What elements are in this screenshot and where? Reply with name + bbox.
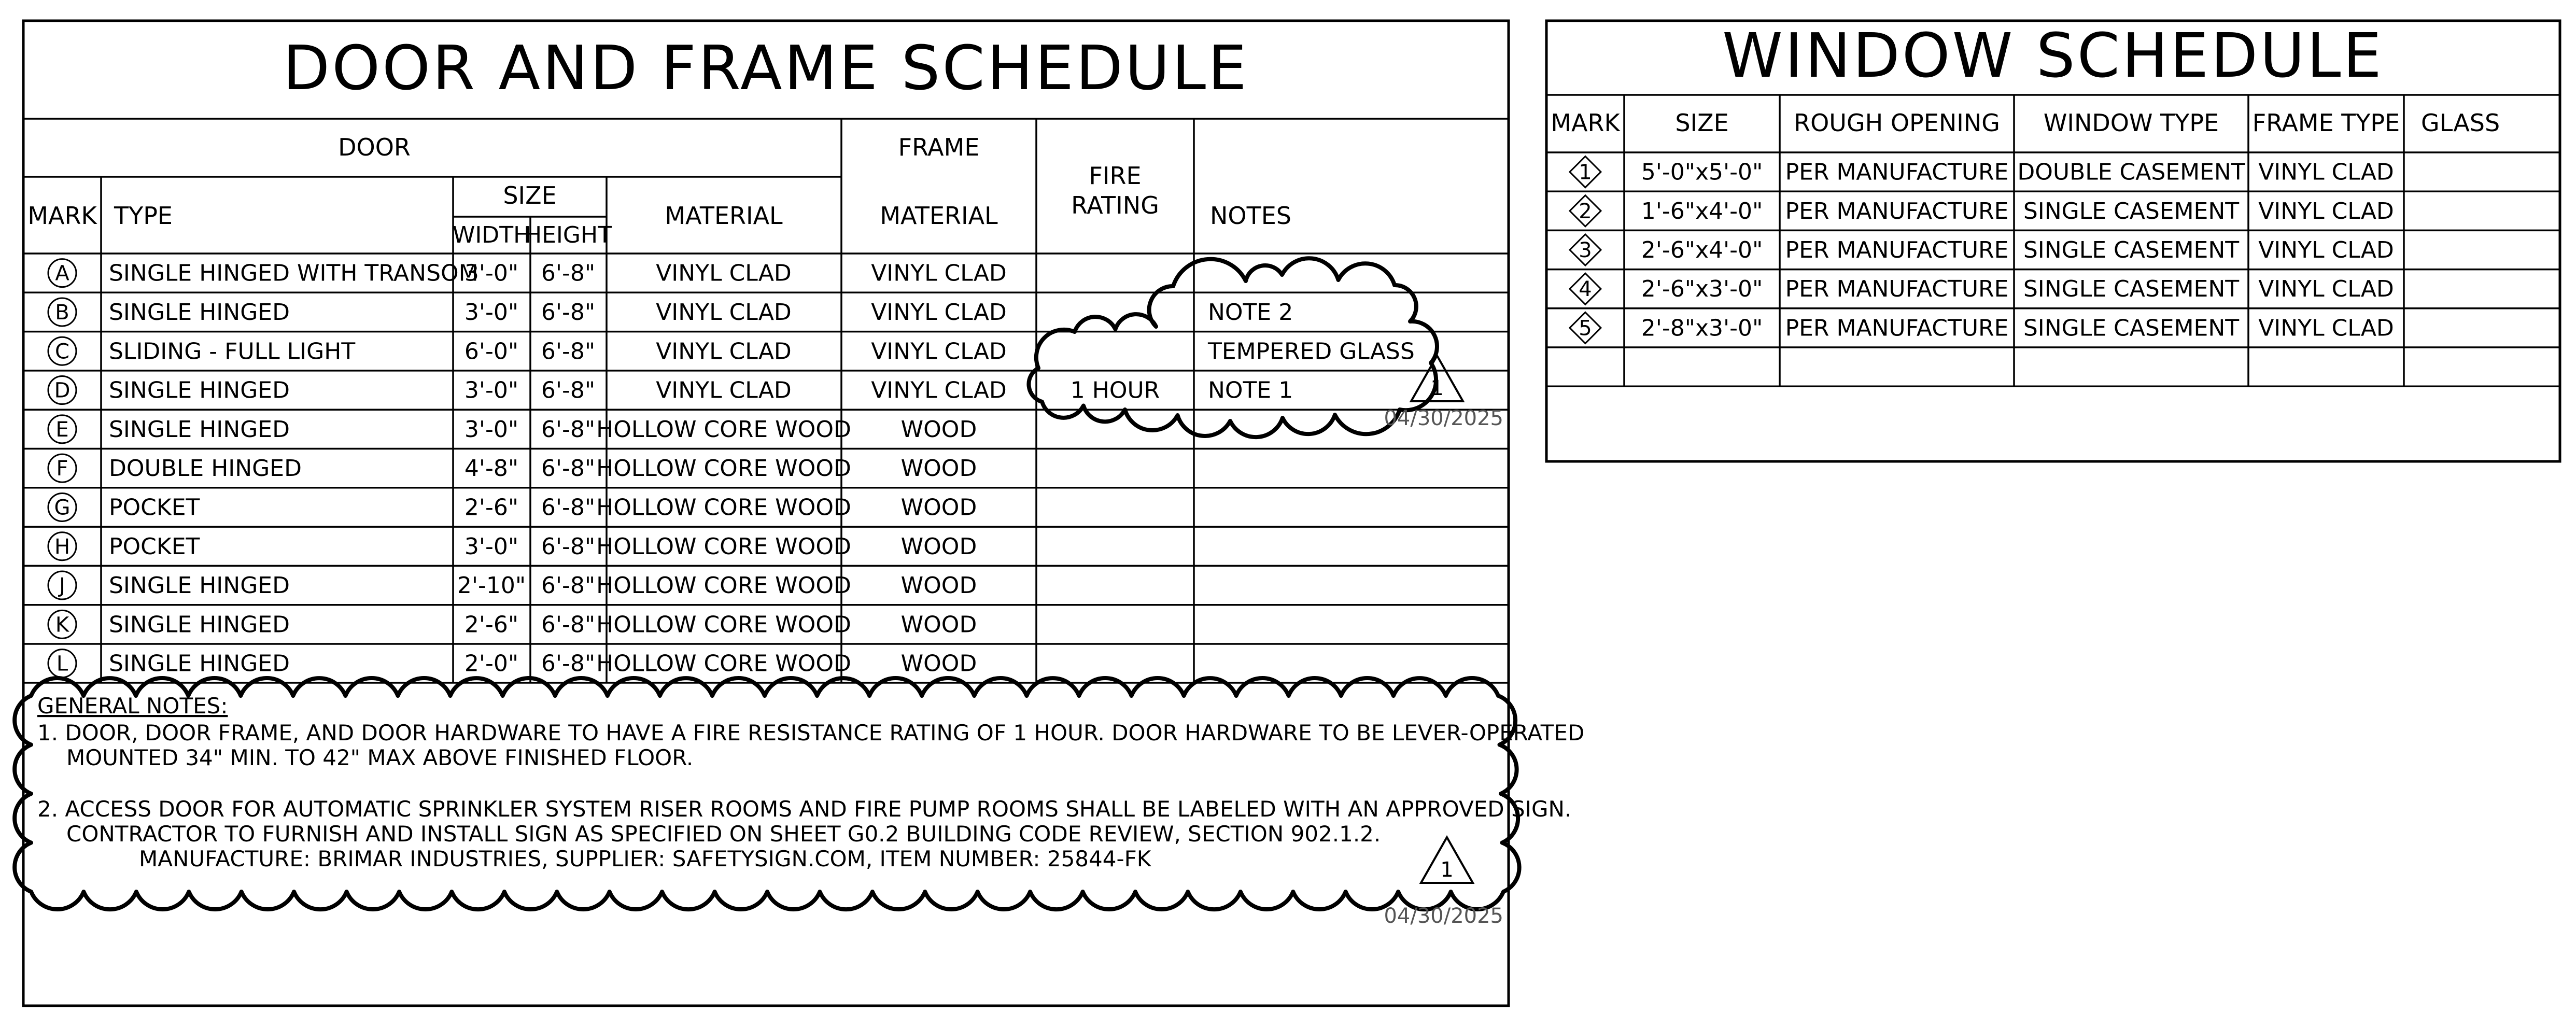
frame-material: VINYL CLAD xyxy=(871,260,1007,287)
door-height: 6'-8" xyxy=(541,416,596,443)
header-fire-rating-1: FIRE xyxy=(1089,162,1142,190)
door-height: 6'-8" xyxy=(541,611,596,638)
door-width: 2'-0" xyxy=(464,650,519,677)
window-header-size: SIZE xyxy=(1675,109,1729,137)
door-material: HOLLOW CORE WOOD xyxy=(596,572,851,599)
revision-date-notes: 04/30/2025 xyxy=(1384,406,1503,430)
rough-opening: PER MANUFACTURE xyxy=(1785,315,2009,342)
door-mark xyxy=(48,376,76,404)
door-material: HOLLOW CORE WOOD xyxy=(596,650,851,677)
window-header-glass: GLASS xyxy=(2421,109,2500,137)
frame-material: WOOD xyxy=(900,416,977,443)
door-mark xyxy=(48,493,76,521)
door-width: 3'-0" xyxy=(464,416,519,443)
window-type: SINGLE CASEMENT xyxy=(2023,315,2240,342)
svg-text:5: 5 xyxy=(1579,316,1592,341)
door-mark xyxy=(48,259,76,287)
general-note-line: MANUFACTURE: BRIMAR INDUSTRIES, SUPPLIER: SAFETYSIGN.COM, ITEM NUMBER: 25844-FK xyxy=(139,846,1151,871)
door-type: DOUBLE HINGED xyxy=(109,455,302,482)
header-height: HEIGHT xyxy=(525,222,612,248)
table-row xyxy=(48,337,1415,365)
general-notes xyxy=(37,693,1584,871)
svg-text:J: J xyxy=(59,574,65,598)
header-type: TYPE xyxy=(114,202,173,230)
table-row xyxy=(48,650,977,678)
door-height: 6'-8" xyxy=(541,299,596,326)
svg-text:F: F xyxy=(56,457,68,481)
door-width: 3'-0" xyxy=(464,377,519,404)
header-size: SIZE xyxy=(503,181,557,209)
door-type: SLIDING - FULL LIGHT xyxy=(109,338,356,365)
svg-text:1: 1 xyxy=(1440,858,1454,882)
door-material: HOLLOW CORE WOOD xyxy=(596,416,851,443)
door-height: 6'-8" xyxy=(541,455,596,482)
frame-material: VINYL CLAD xyxy=(871,299,1007,326)
door-mark xyxy=(48,454,76,482)
table-row xyxy=(48,454,977,482)
window-header-frame-type: FRAME TYPE xyxy=(2252,109,2400,137)
door-type: SINGLE HINGED xyxy=(109,416,290,443)
door-mark xyxy=(48,532,76,560)
door-mark xyxy=(48,298,76,326)
svg-text:1: 1 xyxy=(1430,376,1444,400)
frame-material: WOOD xyxy=(900,494,977,521)
frame-material: VINYL CLAD xyxy=(871,338,1007,365)
header-fire-rating-2: RATING xyxy=(1071,191,1159,219)
door-type: SINGLE HINGED xyxy=(109,611,290,638)
table-row xyxy=(48,532,977,560)
window-type: SINGLE CASEMENT xyxy=(2023,198,2240,224)
frame-material: WOOD xyxy=(900,455,977,482)
door-height: 6'-8" xyxy=(541,533,596,560)
window-size: 5'-0"x5'-0" xyxy=(1641,159,1763,186)
svg-text:2: 2 xyxy=(1579,199,1592,223)
svg-text:C: C xyxy=(55,340,69,364)
window-type: DOUBLE CASEMENT xyxy=(2017,159,2245,186)
general-note-line: CONTRACTOR TO FURNISH AND INSTALL SIGN AS SPECIFIED ON SHEET G0.2 BUILDING CODE REVIEW, SECTION 902.1.2. xyxy=(66,821,1381,847)
door-width: 4'-8" xyxy=(464,455,519,482)
window-header-rough-opening: ROUGH OPENING xyxy=(1794,109,2000,137)
door-material: VINYL CLAD xyxy=(656,338,792,365)
door-height: 6'-8" xyxy=(541,572,596,599)
revision-date-general: 04/30/2025 xyxy=(1384,904,1503,928)
door-mark xyxy=(48,415,76,443)
door-type: POCKET xyxy=(109,494,200,521)
door-rows xyxy=(48,259,1415,678)
door-type: SINGLE HINGED xyxy=(109,377,290,404)
door-height: 6'-8" xyxy=(541,494,596,521)
general-note-line: 1. DOOR, DOOR FRAME, AND DOOR HARDWARE TO HAVE A FIRE RESISTANCE RATING OF 1 HOUR. DOOR HARDWARE TO BE LEVER-OPERATED xyxy=(37,720,1585,745)
frame-material: WOOD xyxy=(900,611,977,638)
frame-type: VINYL CLAD xyxy=(2258,237,2394,263)
header-mark: MARK xyxy=(27,202,97,230)
table-row xyxy=(48,571,977,599)
svg-text:D: D xyxy=(54,378,71,403)
window-mark xyxy=(1570,234,1601,265)
door-material: VINYL CLAD xyxy=(656,299,792,326)
general-note-line: MOUNTED 34" MIN. TO 42" MAX ABOVE FINISHED FLOOR. xyxy=(66,745,694,770)
door-type: SINGLE HINGED xyxy=(109,650,290,677)
door-width: 3'-0" xyxy=(464,533,519,560)
table-row xyxy=(1570,234,2394,265)
svg-text:H: H xyxy=(54,534,71,559)
frame-material: WOOD xyxy=(900,533,977,560)
window-type: SINGLE CASEMENT xyxy=(2023,237,2240,263)
door-notes: NOTE 2 xyxy=(1208,299,1293,326)
window-header-mark: MARK xyxy=(1551,109,1620,137)
door-mark xyxy=(48,571,76,599)
header-door: DOOR xyxy=(338,133,411,161)
svg-text:A: A xyxy=(55,261,69,286)
table-row xyxy=(48,259,1007,287)
general-note-line: 2. ACCESS DOOR FOR AUTOMATIC SPRINKLER SYSTEM RISER ROOMS AND FIRE PUMP ROOMS SHALL BE LABELED WITH AN APPROVED SIGN. xyxy=(37,796,1572,822)
door-type: SINGLE HINGED xyxy=(109,299,290,326)
frame-type: VINYL CLAD xyxy=(2258,159,2394,186)
svg-text:E: E xyxy=(55,417,69,442)
door-material: VINYL CLAD xyxy=(656,377,792,404)
door-type: SINGLE HINGED xyxy=(109,572,290,599)
revision-cloud-general-notes xyxy=(15,678,1519,909)
fire-rating: 1 HOUR xyxy=(1070,377,1160,404)
door-width: 6'-0" xyxy=(464,338,519,365)
rough-opening: PER MANUFACTURE xyxy=(1785,198,2009,224)
window-size: 2'-6"x3'-0" xyxy=(1641,276,1763,303)
svg-text:L: L xyxy=(56,652,68,676)
table-row xyxy=(48,415,977,443)
window-size: 2'-6"x4'-0" xyxy=(1641,237,1763,263)
door-material: HOLLOW CORE WOOD xyxy=(596,533,851,560)
svg-text:3: 3 xyxy=(1579,238,1592,262)
window-mark xyxy=(1570,195,1601,227)
table-row xyxy=(1570,195,2394,227)
frame-type: VINYL CLAD xyxy=(2258,198,2394,224)
window-schedule xyxy=(1546,20,2560,461)
header-frame-material: MATERIAL xyxy=(880,202,998,230)
door-height: 6'-8" xyxy=(541,260,596,287)
frame-type: VINYL CLAD xyxy=(2258,315,2394,342)
window-schedule-title: WINDOW SCHEDULE xyxy=(1722,20,2384,91)
door-height: 6'-8" xyxy=(541,377,596,404)
window-size: 2'-8"x3'-0" xyxy=(1641,315,1763,342)
rough-opening: PER MANUFACTURE xyxy=(1785,237,2009,263)
table-row xyxy=(1570,273,2394,304)
revision-triangle-notes xyxy=(1411,356,1463,401)
door-frame-schedule xyxy=(15,21,1584,1006)
frame-material: VINYL CLAD xyxy=(871,377,1007,404)
door-mark xyxy=(48,337,76,365)
svg-text:1: 1 xyxy=(1579,160,1592,185)
door-mark xyxy=(48,650,76,678)
door-height: 6'-8" xyxy=(541,650,596,677)
header-width: WIDTH xyxy=(452,222,531,248)
door-mark xyxy=(48,610,76,638)
svg-text:4: 4 xyxy=(1579,277,1592,302)
frame-material: WOOD xyxy=(900,572,977,599)
door-material: VINYL CLAD xyxy=(656,260,792,287)
door-material: HOLLOW CORE WOOD xyxy=(596,455,851,482)
header-frame: FRAME xyxy=(898,133,980,161)
window-mark xyxy=(1570,273,1601,304)
window-rows xyxy=(1570,157,2394,344)
door-width: 3'-0" xyxy=(464,260,519,287)
door-material: HOLLOW CORE WOOD xyxy=(596,494,851,521)
door-material: HOLLOW CORE WOOD xyxy=(596,611,851,638)
window-header-window-type: WINDOW TYPE xyxy=(2043,109,2219,137)
revision-triangle-general xyxy=(1421,837,1473,883)
table-row xyxy=(48,610,977,638)
table-row xyxy=(48,376,1293,404)
door-width: 2'-6" xyxy=(464,611,519,638)
door-width: 2'-6" xyxy=(464,494,519,521)
svg-text:B: B xyxy=(55,300,69,325)
general-notes-heading: GENERAL NOTES: xyxy=(37,693,228,719)
window-type: SINGLE CASEMENT xyxy=(2023,276,2240,303)
door-type: POCKET xyxy=(109,533,200,560)
door-notes: NOTE 1 xyxy=(1208,377,1293,404)
door-width: 2'-10" xyxy=(457,572,526,599)
window-mark xyxy=(1570,312,1601,343)
window-size: 1'-6"x4'-0" xyxy=(1641,198,1763,224)
table-row xyxy=(48,493,977,521)
header-material: MATERIAL xyxy=(665,202,783,230)
door-notes: TEMPERED GLASS xyxy=(1208,338,1415,365)
door-type: SINGLE HINGED WITH TRANSOM xyxy=(109,260,478,287)
window-mark xyxy=(1570,157,1601,188)
table-row xyxy=(1570,157,2394,188)
frame-type: VINYL CLAD xyxy=(2258,276,2394,303)
door-schedule-title: DOOR AND FRAME SCHEDULE xyxy=(283,32,1249,104)
table-row xyxy=(1570,312,2394,343)
door-height: 6'-8" xyxy=(541,338,596,365)
svg-text:G: G xyxy=(54,496,71,520)
door-width: 3'-0" xyxy=(464,299,519,326)
svg-text:K: K xyxy=(55,613,69,637)
rough-opening: PER MANUFACTURE xyxy=(1785,159,2009,186)
header-notes: NOTES xyxy=(1210,202,1291,230)
rough-opening: PER MANUFACTURE xyxy=(1785,276,2009,303)
frame-material: WOOD xyxy=(900,650,977,677)
